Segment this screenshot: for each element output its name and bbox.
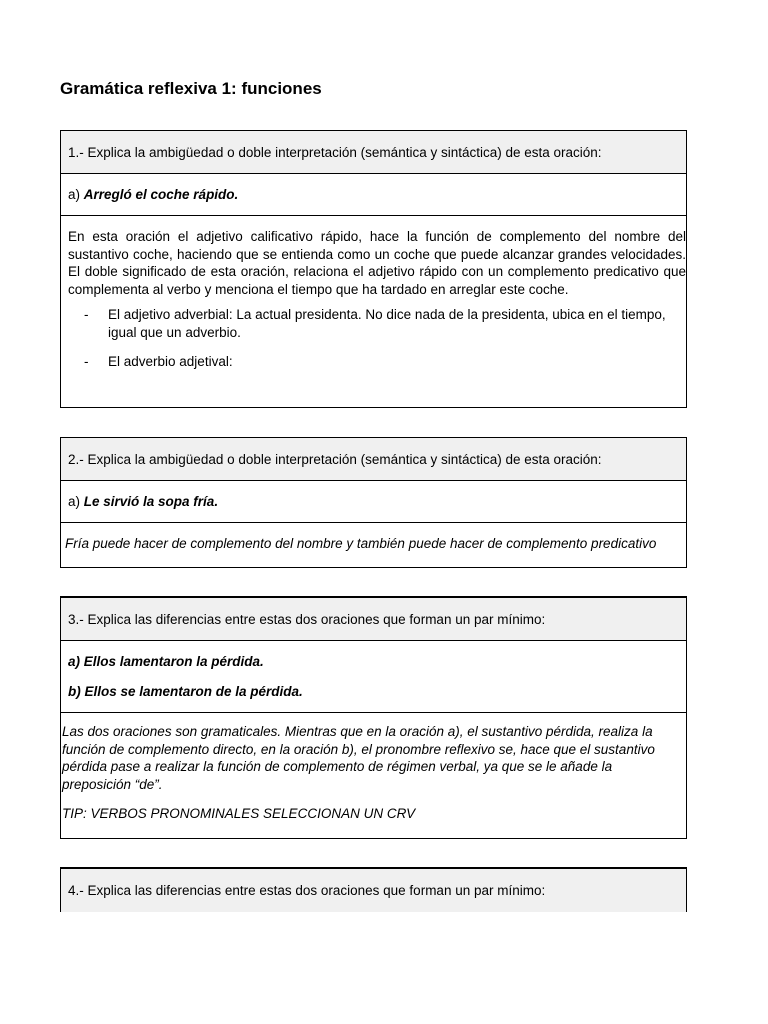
question-2-answer: Fría puede hacer de complemento del nombre y también puede hacer de complemento predicativo: [65, 536, 657, 551]
question-1-box: [60, 130, 687, 408]
question-4-box: [60, 867, 687, 912]
question-2-example: [61, 481, 686, 523]
list-item: [68, 353, 686, 371]
question-2-box: [60, 437, 687, 568]
question-2-prompt: 2.- Explica la ambigüedad o doble interpretación (semántica y sintáctica) de esta oración:: [61, 438, 686, 481]
list-item-text: El adverbio adjetival:: [108, 354, 233, 369]
question-3-answer: [61, 713, 686, 823]
question-3-box: [60, 596, 687, 839]
list-item-text: El adjetivo adverbial: La actual presidenta. No dice nada de la presidenta, ubica en el tiempo, igual que un adverbio.: [108, 307, 666, 340]
question-1-answer: [61, 216, 686, 371]
list-item: [68, 306, 686, 341]
answer-paragraph: En esta oración el adjetivo calificativo rápido, hace la función de complemento del nombre del sustantivo coche, haciendo que se entienda como un coche que puede alcanzar grandes velocidades. El doble significado de esta oración, relaciona el adjetivo rápido con un complemento predicativo que complementa al verbo y menciona el tiempo que ha tardado en arreglar este coche.: [68, 229, 686, 297]
example-sentence-b: b) Ellos se lamentaron de la pérdida.: [68, 683, 303, 699]
question-1-example: [61, 174, 686, 216]
example-prefix: a): [68, 187, 84, 202]
question-3-examples: [61, 641, 686, 713]
example-sentence-a: a) Ellos lamentaron la pérdida.: [68, 654, 264, 669]
tip-text: TIP: VERBOS PRONOMINALES SELECCIONAN UN CRV: [62, 806, 416, 821]
example-sentence: Arregló el coche rápido.: [83, 187, 239, 202]
answer-list: [68, 306, 686, 371]
question-1-prompt: 1.- Explica la ambigüedad o doble interpretación (semántica y sintáctica) de esta oración:: [61, 131, 686, 174]
question-4-prompt: 4.- Explica las diferencias entre estas dos oraciones que forman un par mínimo:: [61, 869, 686, 912]
question-3-prompt: 3.- Explica las diferencias entre estas dos oraciones que forman un par mínimo:: [61, 598, 686, 641]
example-prefix: a): [68, 494, 84, 509]
dash-marker: -: [84, 307, 89, 322]
answer-paragraph: Las dos oraciones son gramaticales. Mientras que en la oración a), el sustantivo pérdida, realiza la función de complemento directo, en la oración b), el pronombre reflexivo se, hace que el sustantivo pérdida pase a realizar la función de complemento de régimen verbal, ya que se le añade la preposición “de”.: [62, 724, 655, 792]
dash-marker: -: [84, 354, 89, 369]
example-sentence: Le sirvió la sopa fría.: [83, 494, 219, 509]
page-title: Gramática reflexiva 1: funciones: [60, 79, 322, 98]
